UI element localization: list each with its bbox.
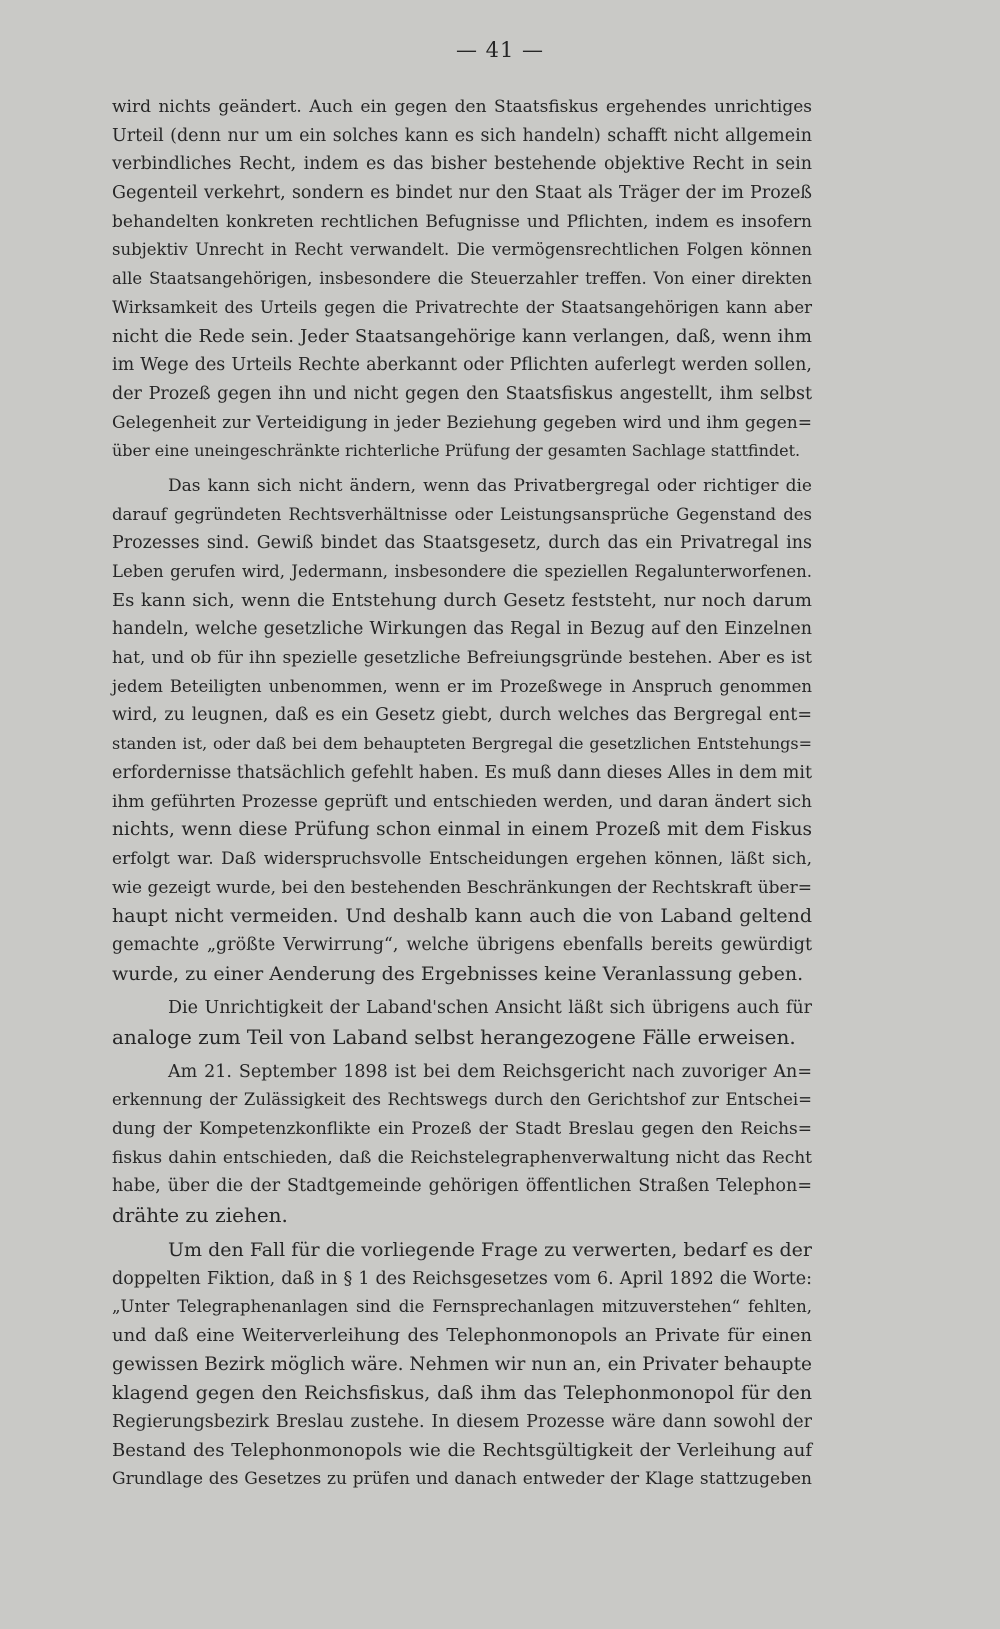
- text-line: „Unter Telegraphenanlagen sind die Fernsprechanlagen mitzuverstehen“ fehlten,: [112, 1297, 812, 1317]
- paragraph: [112, 472, 812, 988]
- text-line: ihm geführten Prozesse geprüft und entschieden werden, und daran ändert sich: [112, 791, 812, 812]
- text-line: der Prozeß gegen ihn und nicht gegen den Staatsfiskus angestellt, ihm selbst: [112, 383, 812, 404]
- text-line: erkennung der Zulässigkeit des Rechtswegs durch den Gerichtshof zur Entschei=: [112, 1090, 812, 1110]
- text-line: handeln, welche gesetzliche Wirkungen das Regal in Bezug auf den Einzelnen: [112, 619, 812, 640]
- text-line: standen ist, oder daß bei dem behaupteten Bergregal die gesetzlichen Entstehungs=: [112, 734, 812, 754]
- text-line: Um den Fall für die vorliegende Frage zu verwerten, bedarf es der: [168, 1238, 812, 1261]
- text-line: subjektiv Unrecht in Recht verwandelt. Die vermögensrechtlichen Folgen können: [112, 240, 812, 260]
- text-line: fiskus dahin entschieden, daß die Reichstelegraphenverwaltung nicht das Recht: [112, 1147, 812, 1168]
- text-line: verbindliches Recht, indem es das bisher bestehende objektive Recht in sein: [112, 154, 812, 175]
- text-line: im Wege des Urteils Rechte aberkannt oder Pflichten auferlegt werden sollen,: [112, 355, 812, 376]
- text-line: erfolgt war. Daß widerspruchsvolle Entscheidungen ergehen können, läßt sich,: [112, 848, 812, 869]
- text-line: Gegenteil verkehrt, sondern es bindet nur den Staat als Träger der im Prozeß: [112, 183, 812, 204]
- text-line: Prozesses sind. Gewiß bindet das Staatsgesetz, durch das ein Privatregal ins: [112, 533, 812, 554]
- text-line: doppelten Fiktion, daß in § 1 des Reichsgesetzes vom 6. April 1892 die Worte:: [112, 1268, 812, 1289]
- text-line: dung der Kompetenzkonflikte ein Prozeß der Stadt Breslau gegen den Reichs=: [112, 1119, 812, 1140]
- text-line: Leben gerufen wird, Jedermann, insbesondere die speziellen Regalunterworfenen.: [112, 562, 812, 581]
- text-line: analoge zum Teil von Laband selbst herangezogene Fälle erweisen.: [112, 1025, 796, 1049]
- text-line: habe, über die der Stadtgemeinde gehörigen öffentlichen Straßen Telephon=: [112, 1176, 812, 1197]
- text-line: Grundlage des Gesetzes zu prüfen und danach entweder der Klage stattzugeben: [112, 1469, 812, 1490]
- text-line: behandelten konkreten rechtlichen Befugnisse und Pflichten, indem es insofern: [112, 211, 812, 232]
- text-line: wie gezeigt wurde, bei den bestehenden Beschränkungen der Rechtskraft über=: [112, 877, 812, 898]
- paragraph: [112, 93, 812, 466]
- text-line: alle Staatsangehörigen, insbesondere die Steuerzahler treffen. Von einer direkten: [112, 269, 812, 289]
- text-line: klagend gegen den Reichsfiskus, daß ihm das Telephonmonopol für den: [112, 1382, 812, 1405]
- text-line: Gelegenheit zur Verteidigung in jeder Beziehung gegeben wird und ihm gegen=: [112, 412, 812, 433]
- text-line: Das kann sich nicht ändern, wenn das Privatbergregal oder richtiger die: [168, 475, 812, 496]
- text-line: Die Unrichtigkeit der Laband'schen Ansicht läßt sich übrigens auch für: [168, 998, 812, 1019]
- text-line: nicht die Rede sein. Jeder Staatsangehörige kann verlangen, daß, wenn ihm: [112, 325, 812, 347]
- text-line: hat, und ob für ihn spezielle gesetzliche Befreiungsgründe bestehen. Aber es ist: [112, 648, 812, 669]
- paragraph: [112, 1058, 812, 1230]
- text-line: nichts, wenn diese Prüfung schon einmal in einem Prozeß mit dem Fiskus: [112, 819, 812, 841]
- text-line: jedem Beteiligten unbenommen, wenn er im Prozeßwege in Anspruch genommen: [112, 676, 812, 696]
- text-line: Regierungsbezirk Breslau zustehe. In diesem Prozesse wäre dann sowohl der: [112, 1411, 812, 1432]
- paragraph: [112, 1236, 812, 1494]
- text-line: wird nichts geändert. Auch ein gegen den Staatsfiskus ergehendes unrichtiges: [112, 97, 812, 117]
- text-line: Am 21. September 1898 ist bei dem Reichsgericht nach zuvoriger An=: [168, 1061, 812, 1082]
- paragraph: [112, 994, 812, 1051]
- text-line: und daß eine Weiterverleihung des Telephonmonopols an Private für einen: [112, 1324, 812, 1346]
- text-line: Wirksamkeit des Urteils gegen die Privatrechte der Staatsangehörigen kann aber: [112, 297, 812, 317]
- text-line: gemachte „größte Verwirrung“, welche übrigens ebenfalls bereits gewürdigt: [112, 934, 812, 955]
- text-line: haupt nicht vermeiden. Und deshalb kann auch die von Laband geltend: [112, 905, 812, 928]
- page-number: — 41 —: [455, 38, 545, 62]
- text-line: darauf gegründeten Rechtsverhältnisse oder Leistungsansprüche Gegenstand des: [112, 504, 812, 524]
- text-line: drähte zu ziehen.: [112, 1203, 288, 1228]
- text-line: Bestand des Telephonmonopols wie die Rechtsgültigkeit der Verleihung auf: [112, 1439, 812, 1461]
- body-text: [112, 93, 812, 1494]
- text-line: wird, zu leugnen, daß es ein Gesetz giebt, durch welches das Bergregal ent=: [112, 705, 812, 726]
- text-line: wurde, zu einer Aenderung des Ergebnisses keine Veranlassung geben.: [112, 962, 804, 985]
- text-line: Urteil (denn nur um ein solches kann es sich handeln) schafft nicht allgemein: [112, 125, 812, 146]
- text-line: Es kann sich, wenn die Entstehung durch Gesetz feststeht, nur noch darum: [112, 589, 812, 611]
- text-line: über eine uneingeschränkte richterliche Prüfung der gesamten Sachlage stattfindet.: [112, 441, 801, 461]
- text-line: erfordernisse thatsächlich gefehlt haben. Es muß dann dieses Alles in dem mit: [112, 762, 812, 783]
- text-line: gewissen Bezirk möglich wäre. Nehmen wir nun an, ein Privater behaupte: [112, 1353, 812, 1375]
